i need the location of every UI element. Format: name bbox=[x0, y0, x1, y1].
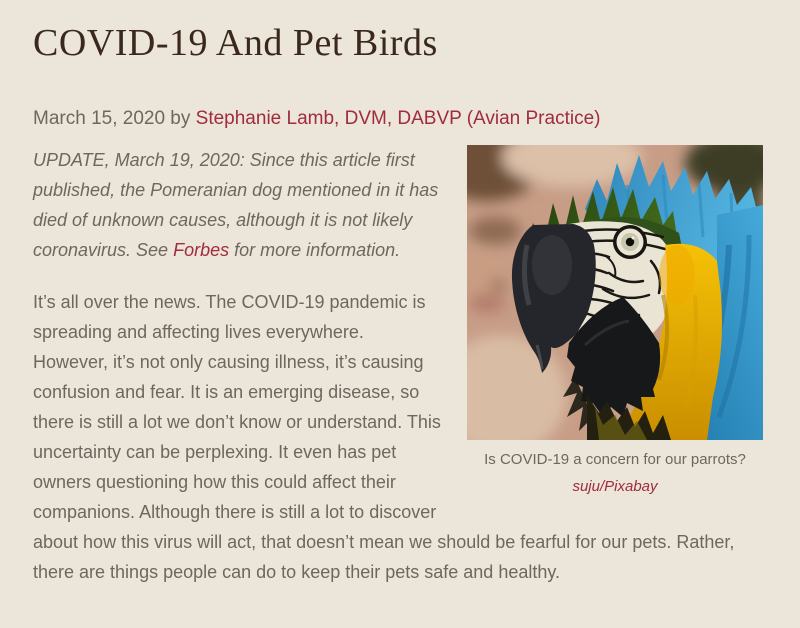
update-text-after: for more information. bbox=[229, 239, 401, 260]
body-paragraph: It’s all over the news. The COVID-19 pandemic is spreading and affecting lives everywhere. However, it’s not only causing illness, it’s causing confusion and fear. It is an emerging disease, so there is still a lot we don’t know or understand. This uncertainty can be perplexing. It even has pet owners questioning how this could affect their companions. Although there is still a lot to discover about how this virus will act, that doesn’t mean we should be fearful for our pets. Rather, there are things people can do to keep their pets safe and healthy. bbox=[33, 291, 735, 582]
update-text-before: UPDATE, March 19, 2020: Since this article first published, the Pomeranian dog mentioned in it has died of unknown causes, although it is not likely coronavirus. See bbox=[33, 149, 439, 260]
article-title: COVID-19 And Pet Birds bbox=[33, 22, 438, 64]
byline bbox=[33, 108, 763, 130]
parrot-photo bbox=[467, 145, 763, 440]
byline-date: March 15, 2020 by bbox=[33, 107, 196, 129]
photo-credit-link[interactable]: suju/Pixabay bbox=[572, 477, 658, 495]
macaw-eye bbox=[613, 225, 647, 259]
forbes-link[interactable]: Forbes bbox=[173, 239, 230, 260]
article-figure bbox=[467, 145, 763, 500]
author-link[interactable]: Stephanie Lamb, DVM, DABVP (Avian Practice) bbox=[195, 107, 601, 129]
parrot-photo-illustration bbox=[467, 145, 763, 440]
article-body bbox=[33, 145, 763, 587]
photo-caption: Is COVID-19 a concern for our parrots? bbox=[484, 450, 746, 468]
